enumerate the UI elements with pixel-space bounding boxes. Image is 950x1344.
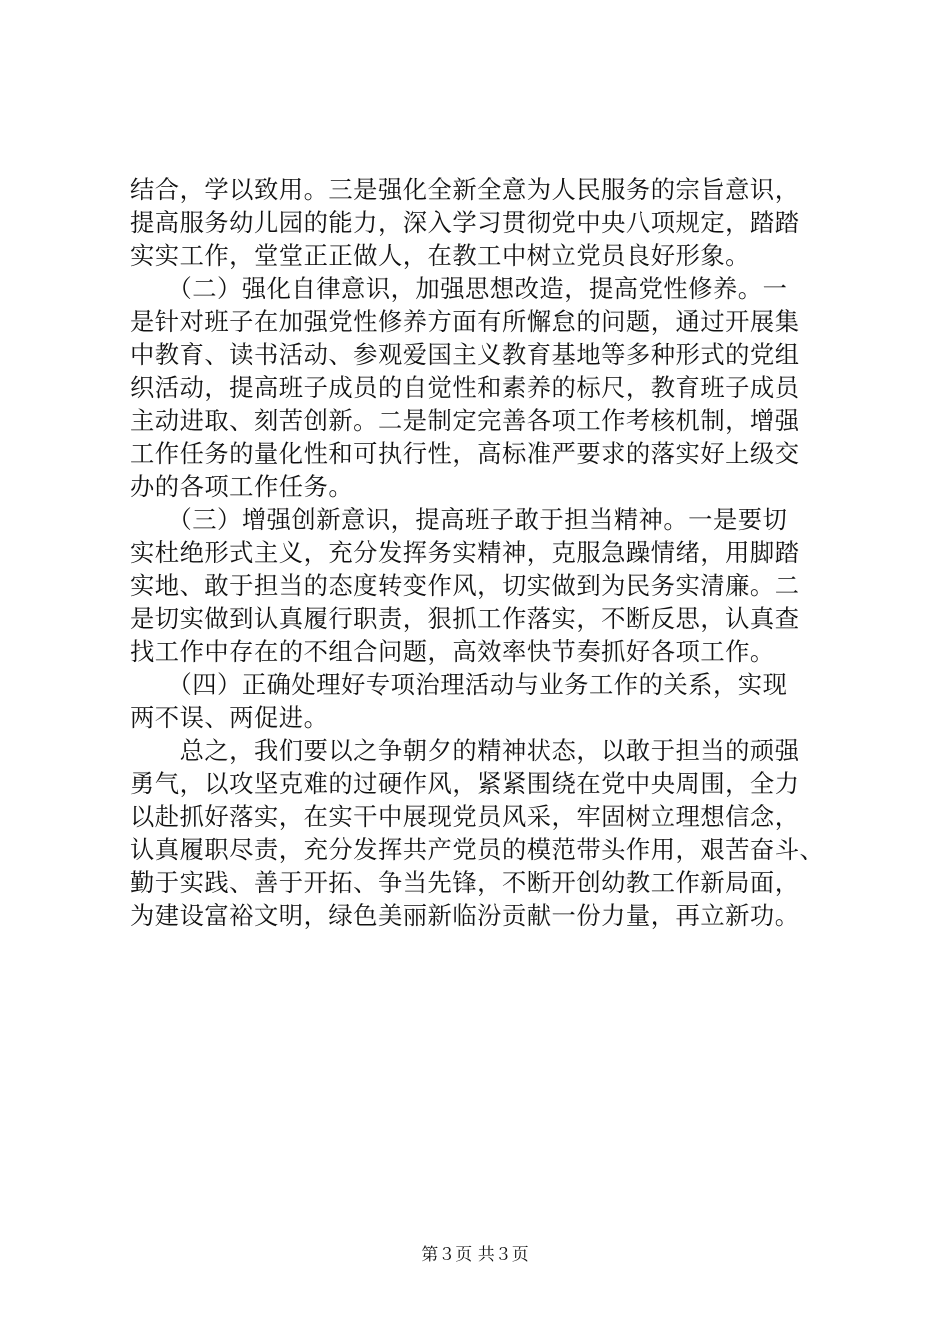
paragraph-section-2: （二）强化自律意识，加强思想改造，提高党性修养。一 是针对班子在加强党性修养方面有所懈怠的问题，通过开展集 中教育、读书活动、参观爱国主义教育基地等多种形式的党组 织活动，提高班子成员的自觉性和素养的标尺，教育班子成员 主动进取、刻苦创新。二是制定完善各项工作考核机制，增强 工作任务的量化性和可执行性，高标准严要求的落实好上级交 办的各项工作任务。 — [130, 274, 800, 501]
paragraph-continuation: 结合，学以致用。三是强化全新全意为人民服务的宗旨意识， 提高服务幼儿园的能力，深入学习贯彻党中央八项规定，踏踏 实实工作，堂堂正正做人，在教工中树立党员良好形象。 — [130, 175, 800, 270]
paragraph-section-4: （四）正确处理好专项治理活动与业务工作的关系，实现 两不误、两促进。 — [130, 670, 788, 732]
document-body — [130, 173, 850, 932]
paragraph-conclusion: 总之，我们要以之争朝夕的精神状态，以敢于担当的顽强 勇气，以攻坚克难的过硬作风，紧紧围绕在党中央周围，全力 以赴抓好落实，在实干中展现党员风采，牢固树立理想信念， 认真履职尽责，充分发挥共产党员的模范带头作用，艰苦奋斗、 勤于实践、善于开拓、争当先锋，不断开创幼教工作新局面， 为建设富裕文明，绿色美丽新临汾贡献一份力量，再立新功。 — [130, 736, 825, 930]
paragraph-section-3: （三）增强创新意识，提高班子敢于担当精神。一是要切 实杜绝形式主义，充分发挥务实精神，克服急躁情绪，用脚踏 实地、敢于担当的态度转变作风，切实做到为民务实清廉。二 是切实做到认真履行职责，狠抓工作落实，不断反思，认真查 找工作中存在的不组合问题，高效率快节奏抓好各项工作。 — [130, 505, 800, 666]
page-number-footer: 第３页 共３页 — [421, 1245, 529, 1265]
